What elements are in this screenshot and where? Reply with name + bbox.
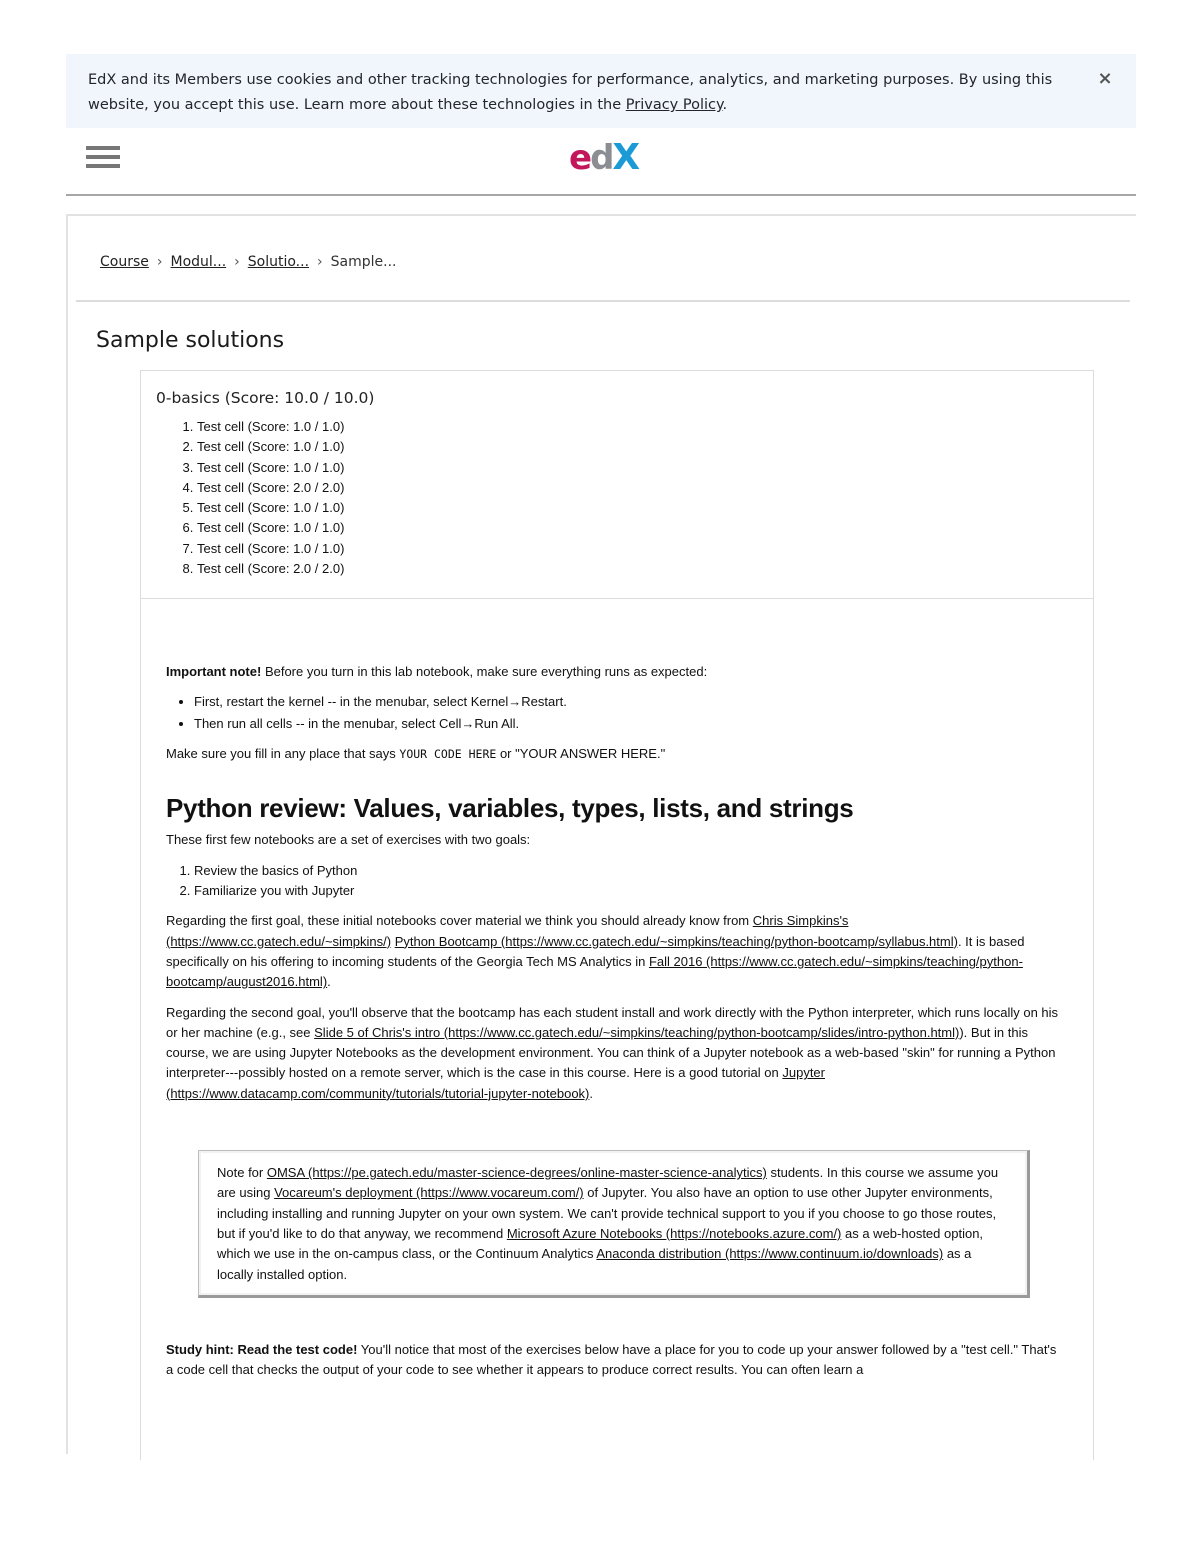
important-note: Important note! Before you turn in this lab notebook, make sure everything runs as expected: <box>166 664 708 679</box>
breadcrumb <box>100 254 396 270</box>
fall-2016-link[interactable]: Fall 2016 (https://www.cc.gatech.edu/~simpkins/teaching/python-bootcamp/august2016.html) <box>166 953 1023 990</box>
notebook-heading: Python review: Values, variables, types, lists, and strings <box>166 793 854 824</box>
cookie-text: EdX and its Members use cookies and other tracking technologies for performance, analytics, and marketing purposes. By using this website, you accept this use. Learn more about these technologies in the <box>88 72 1053 113</box>
instructions-list <box>166 692 1060 734</box>
anaconda-link[interactable]: Anaconda distribution (https://www.continuum.io/downloads) <box>596 1246 944 1262</box>
site-header <box>66 128 1136 196</box>
score-item: 1. Test cell (Score: 1.0 / 1.0) <box>197 417 344 437</box>
score-item: 5. Test cell (Score: 1.0 / 1.0) <box>197 498 344 518</box>
score-item: 3. Test cell (Score: 1.0 / 1.0) <box>197 458 344 478</box>
notebook-content <box>166 662 1060 1382</box>
page-title: Sample solutions <box>96 328 285 353</box>
fill-note: Make sure you fill in any place that says YOUR CODE HERE or "YOUR ANSWER HERE." <box>166 745 666 761</box>
goals-list <box>166 861 1060 902</box>
jupyter-tutorial-link[interactable]: Jupyter (https://www.datacamp.com/community/tutorials/tutorial-jupyter-notebook) <box>166 1065 825 1101</box>
divider <box>76 300 1130 302</box>
paragraph-first-goal: Regarding the first goal, these initial notebooks cover material we think you should already know from Chris Simpkins's (https://www.cc.gatech.edu/~simpkins/) Python Bootcamp (https://www.cc.gatech.edu/~simpkins/teaching/python-bootcamp/syllabus.html). It is based specifically on his offering to incoming students of the Georgia Tech MS Analytics in Fall 2016 (https://www.cc.gatech.edu/~simpkins/teaching/python-bootcamp/august2016.html). <box>166 913 1025 990</box>
bootcamp-link[interactable]: Python Bootcamp (https://www.cc.gatech.edu/~simpkins/teaching/python-bootcamp/syllabus.html) <box>394 933 958 949</box>
chevron-right-icon: › <box>234 254 240 270</box>
score-item: 4. Test cell (Score: 2.0 / 2.0) <box>197 478 344 498</box>
paragraph-second-goal: Regarding the second goal, you'll observe that the bootcamp has each student install and work directly with the Python interpreter, which runs locally on his or her machine (e.g., see Slide 5 of Chris's intro (https://www.cc.gatech.edu/~simpkins/teaching/python-bootcamp/slides/intro-python.html)). But in this course, we are using Jupyter Notebooks as the development environment. You can think of a Jupyter notebook as a web-based "skin" for running a Python interpreter---possibly hosted on a remote server, which is the case in this course. Here is a good tutorial on Jupyter (https://www.datacamp.com/community/tutorials/tutorial-jupyter-notebook). <box>166 1004 1059 1101</box>
azure-notebooks-link[interactable]: Microsoft Azure Notebooks (https://notebooks.azure.com/) <box>506 1225 842 1241</box>
omsa-link[interactable]: OMSA (https://pe.gatech.edu/master-science-degrees/online-master-science-analytics) <box>266 1165 767 1181</box>
menu-icon[interactable] <box>86 146 120 174</box>
list-item: • First, restart the kernel -- in the menubar, select Kernel→Restart. <box>194 692 1060 712</box>
score-item: 7. Test cell (Score: 1.0 / 1.0) <box>197 539 344 559</box>
breadcrumb-course[interactable]: Course <box>100 254 149 270</box>
score-title: 0-basics (Score: 10.0 / 10.0) <box>156 389 375 407</box>
breadcrumb-current: Sample... <box>330 254 397 270</box>
edx-logo[interactable]: edX <box>569 137 639 178</box>
breadcrumb-solutions[interactable]: Solutio... <box>247 254 310 270</box>
score-summary <box>141 371 1093 599</box>
study-hint: Study hint: Read the test code! You'll notice that most of the exercises below have a place for you to code up your answer followed by a "test cell." That's a code cell that checks the output of your code to see whether it appears to produce correct results. You can often learn a <box>166 1341 1057 1378</box>
chevron-right-icon: › <box>317 254 323 270</box>
score-item: 2. Test cell (Score: 1.0 / 1.0) <box>197 437 344 457</box>
vocareum-link[interactable]: Vocareum's deployment (https://www.vocareum.com/) <box>274 1185 584 1201</box>
slide-5-link[interactable]: Slide 5 of Chris's intro (https://www.cc.gatech.edu/~simpkins/teaching/python-bootcamp/slides/intro-python.html) <box>314 1024 960 1040</box>
page <box>66 54 1136 577</box>
list-item: 2. Familiarize you with Jupyter <box>194 881 1060 901</box>
list-item: • Then run all cells -- in the menubar, select Cell→Run All. <box>194 714 1060 734</box>
cookie-banner: EdX and its Members use cookies and other tracking technologies for performance, analytics, and marketing purposes. By using this website, you accept this use. Learn more about these technologies in the Privacy Policy. × <box>66 54 1136 128</box>
omsa-note: Note for OMSA (https://pe.gatech.edu/master-science-degrees/online-master-science-analytics) students. In this course we assume you are using Vocareum's deployment (https://www.vocareum.com/) of Jupyter. You also have an option to use other Jupyter environments, including installing and running Jupyter on your own system. We can't provide technical support to you if you choose to go those routes, but if you'd like to do that anyway, we recommend Microsoft Azure Notebooks (https://notebooks.azure.com/) as a web-hosted option, which we use in the on-campus class, or the Continuum Analytics Anaconda distribution (https://www.continuum.io/downloads) as a locally installed option. <box>198 1150 1030 1298</box>
list-item: 1. Review the basics of Python <box>194 861 1060 881</box>
simpkins-link[interactable]: Chris Simpkins's (https://www.cc.gatech.edu/~simpkins/) <box>166 913 849 949</box>
chevron-right-icon: › <box>156 254 163 270</box>
close-icon[interactable]: × <box>1097 68 1113 89</box>
intro-text: These first few notebooks are a set of exercises with two goals: <box>166 832 531 848</box>
score-item: 6. Test cell (Score: 1.0 / 1.0) <box>197 518 344 538</box>
breadcrumb-module[interactable]: Modul... <box>170 254 227 270</box>
score-item: 8. Test cell (Score: 2.0 / 2.0) <box>197 559 344 579</box>
privacy-policy-link[interactable]: Privacy Policy <box>625 97 723 113</box>
score-list <box>179 417 344 579</box>
